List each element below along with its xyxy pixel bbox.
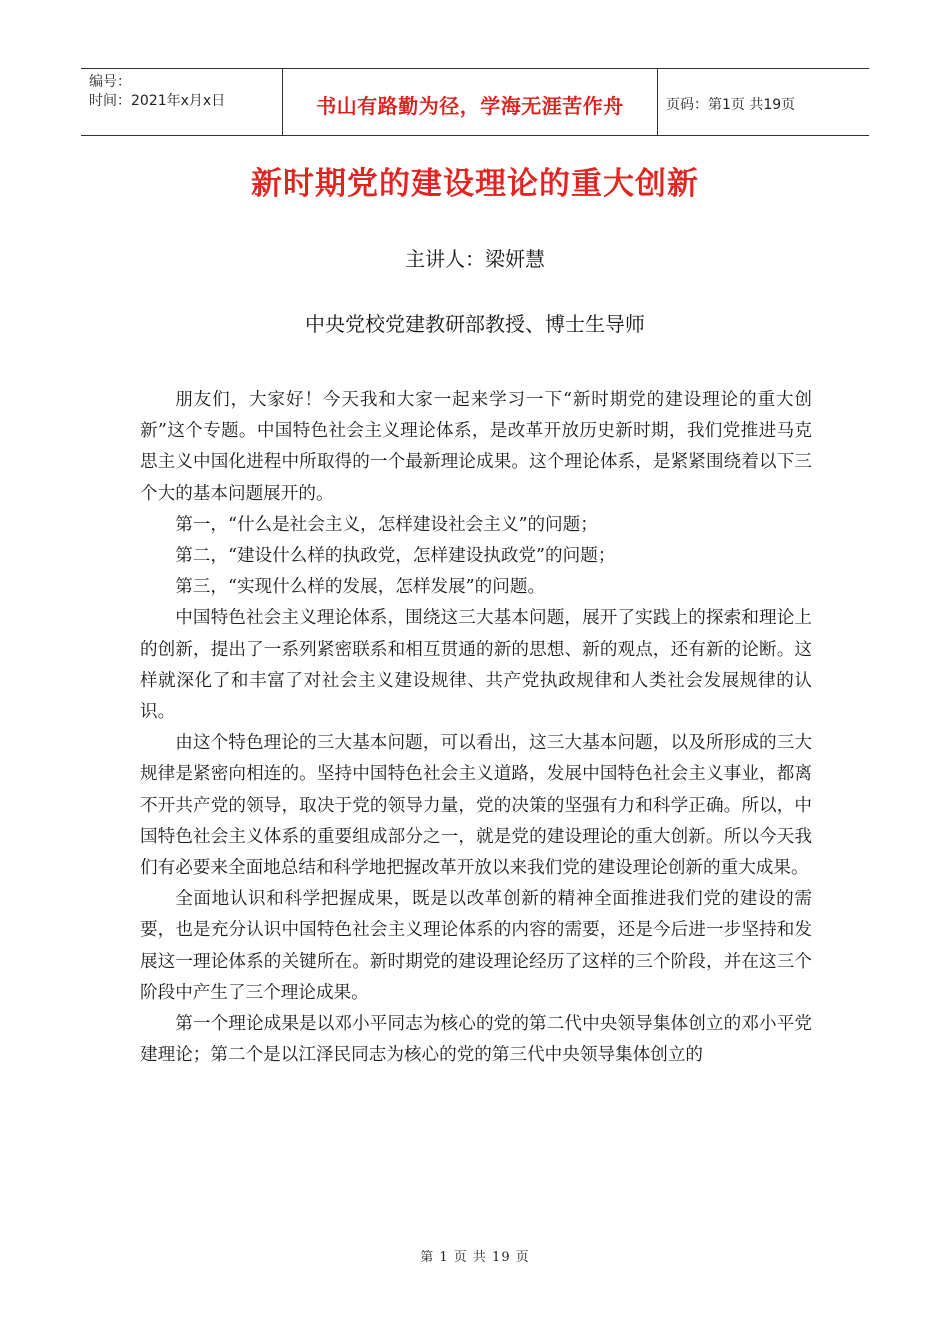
header-meta: [81, 69, 282, 135]
paragraph: 第一个理论成果是以邓小平同志为核心的党的第二代中央领导集体创立的邓小平党建理论；第二个是以江泽民同志为核心的党的第三代中央领导集体创立的: [140, 1014, 812, 1066]
header-page-info: 页码：第1页 共19页: [666, 97, 796, 113]
page-footer: 第 1 页 共 19 页: [420, 1250, 530, 1265]
body-text: [140, 385, 812, 1071]
document-number-label: 编号：: [89, 74, 131, 90]
document-header: [81, 68, 869, 136]
document-time-label: 时间：2021年x月x日: [89, 93, 226, 109]
paragraph: 朋友们，大家好！今天我和大家一起来学习一下“新时期党的建设理论的重大创新”这个专题。中国特色社会主义理论体系，是改革开放历史新时期，我们党推进马克思主义中国化进程中所取得的一个最新理论成果。这个理论体系，是紧紧围绕着以下三个大的基本问题展开的。: [140, 390, 812, 504]
paragraph: 第三，“实现什么样的发展，怎样发展”的问题。: [175, 577, 546, 598]
paragraph: 第一，“什么是社会主义，怎样建设社会主义”的问题；: [175, 514, 598, 535]
paragraph: 中国特色社会主义理论体系，围绕这三大基本问题，展开了实践上的探索和理论上的创新，提出了一系列紧密联系和相互贯通的新的思想、新的观点，还有新的论断。这样就深化了和丰富了对社会主义建设规律、共产党执政规律和人类社会发展规律的认识。: [140, 608, 812, 723]
paragraph: 第二，“建设什么样的执政党，怎样建设执政党”的问题；: [175, 546, 616, 567]
paragraph: 由这个特色理论的三大基本问题，可以看出，这三大基本问题，以及所形成的三大规律是紧密向相连的。坚持中国特色社会主义道路，发展中国特色社会主义事业，都离不开共产党的领导，取决于党的领导力量，党的决策的坚强有力和科学正确。所以，中国特色社会主义体系的重要组成部分之一，就是党的建设理论的重大创新。所以今天我们有必要来全面地总结和科学地把握改革开放以来我们党的建设理论创新的重大成果。: [140, 733, 812, 879]
speaker-line: 主讲人：梁妍慧: [405, 247, 545, 271]
paragraph: 全面地认识和科学把握成果，既是以改革创新的精神全面推进我们党的建设的需要，也是充分认识中国特色社会主义理论体系的内容的需要，还是今后进一步坚持和发展这一理论体系的关键所在。新时期党的建设理论经历了这样的三个阶段，并在这三个阶段中产生了三个理论成果。: [140, 889, 812, 1003]
document-title: 新时期党的建设理论的重大创新: [251, 166, 699, 202]
header-motto: 书山有路勤为径，学海无涯苦作舟: [282, 69, 658, 135]
speaker-affiliation: 中央党校党建教研部教授、博士生导师: [305, 312, 645, 336]
